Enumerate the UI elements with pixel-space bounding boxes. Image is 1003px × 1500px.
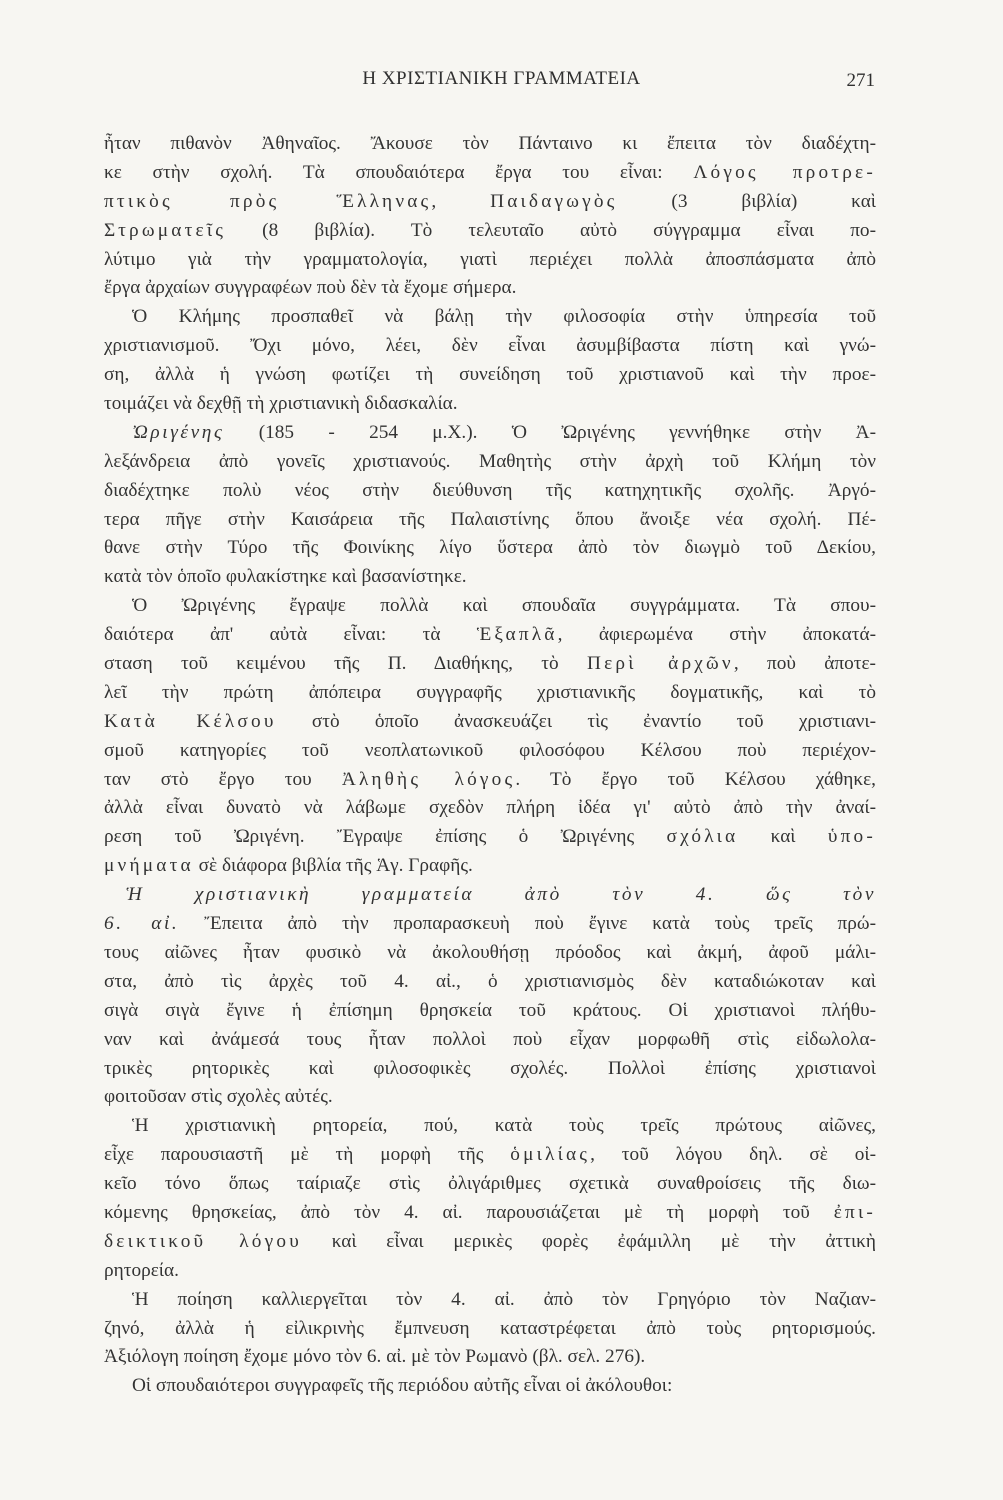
- text-run: χριστιανισμοῦ. Ὄχι μόνο, λέει, δὲν εἶναι ἀσυμβίβαστα πίστη καὶ γνώ-: [104, 335, 876, 357]
- text-line: [104, 477, 876, 506]
- text-run: εἶχε παρουσιαστῆ μὲ τὴ μορφὴ τῆς: [104, 1144, 511, 1166]
- text-run: καὶ: [738, 826, 828, 848]
- text-line: [104, 1055, 876, 1084]
- text-run: φοιτοῦσαν στὶς σχολὲς αὐτές.: [104, 1086, 333, 1108]
- text-run: ἦταν πιθανὸν Ἀθηναῖος. Ἄκουσε τὸν Πάνταινο κι ἔπειτα τὸν διαδέχτη-: [104, 133, 876, 154]
- text-run: λεξάνδρεια ἀπὸ γονεῖς χριστιανούς. Μαθητὴς στὴν ἀρχὴ τοῦ Κλήμη τὸν: [104, 450, 876, 472]
- text-run: τους αἰῶνες ἦταν φυσικὸ νὰ ἀκολουθήσῃ πρόοδος καὶ ἀκμή, ἀφοῦ μάλι-: [104, 941, 876, 963]
- text-run: κεῖο τόνο ὅπως ταίριαζε στὶς ὀλιγάριθμες σχετικὰ συναθροίσεις τῆς διω-: [104, 1173, 876, 1195]
- text-line: [104, 939, 876, 968]
- emphasized-term: Ἡ χριστιανικὴ γραμματεία ἀπὸ τὸν 4. ὥς τὸν: [126, 884, 876, 906]
- text-run: τοιμάζει νὰ δεχθῇ τὴ χριστιανικὴ διδασκαλία.: [104, 393, 458, 415]
- text-run: ρητορεία.: [104, 1259, 179, 1281]
- text-run: τερα πῆγε στὴν Καισάρεια τῆς Παλαιστίνης ὅπου ἄνοιξε νέα σχολή. Πέ-: [104, 508, 876, 530]
- text-run: Ἔπειτα ἀπὸ τὴν προπαρασκευὴ ποὺ ἔγινε κατὰ τοὺς τρεῖς πρώ-: [179, 913, 877, 935]
- text-line: [104, 1343, 876, 1372]
- text-line: [104, 303, 876, 332]
- text-run: ση, ἀλλὰ ἡ γνώση φωτίζει τὴ συνείδηση τοῦ χριστιανοῦ καὶ τὴν προε-: [104, 364, 876, 386]
- text-line: [104, 419, 876, 448]
- text-line: [104, 910, 876, 939]
- text-line: [104, 679, 876, 708]
- text-run: ναν καὶ ἀνάμεσά τους ἦταν πολλοὶ ποὺ εἶχαν μορφωθῆ στὶς εἰδωλολα-: [104, 1028, 876, 1050]
- text-line: [104, 997, 876, 1026]
- text-line: [104, 968, 876, 997]
- text-run: (8 βιβλία). Τὸ τελευταῖο αὐτὸ σύγγραμμα εἶναι πο-: [226, 219, 876, 241]
- text-run: ρεση τοῦ Ὠριγένη. Ἔγραψε ἐπίσης ὁ Ὠριγένης: [104, 826, 667, 848]
- text-line: [104, 708, 876, 737]
- text-run: Ὁ Ὠριγένης ἔγραψε πολλὰ καὶ σπουδαῖα συγγράμματα. Τὰ σπου-: [132, 595, 876, 617]
- text-run: στα, ἀπὸ τὶς ἀρχὲς τοῦ 4. αἰ., ὁ χριστιανισμὸς δὲν καταδιώκοταν καὶ: [104, 970, 876, 992]
- text-run: ἀλλὰ εἶναι δυνατὸ νὰ λάβωμε σχεδὸν πλήρη ἰδέα γι' αὐτὸ ἀπὸ τὴν ἀναί-: [104, 797, 876, 819]
- text-run: ,: [431, 190, 491, 212]
- text-line: [104, 650, 876, 679]
- text-run: ἔργα ἀρχαίων συγγραφέων ποὺ δὲν τὰ ἔχομε σήμερα.: [104, 277, 517, 299]
- text-run: Οἱ σπουδαιότεροι συγγραφεῖς τῆς περιόδου αὐτῆς εἶναι οἱ ἀκόλουθοι:: [132, 1375, 673, 1397]
- text-line: [104, 1199, 876, 1228]
- emphasized-term: πτικὸς πρὸς Ἕλληνας: [104, 190, 432, 212]
- text-line: [104, 563, 876, 592]
- text-run: Ἡ χριστιανικὴ ρητορεία, πού, κατὰ τοὺς τρεῖς πρώτους αἰῶνες,: [132, 1115, 876, 1137]
- text-line: [104, 881, 876, 910]
- running-title: Η ΧΡΙΣΤΙΑΝΙΚΗ ΓΡΑΜΜΑΤΕΙΑ: [362, 68, 641, 89]
- page-header: [0, 68, 1003, 98]
- text-line: [104, 274, 876, 303]
- text-line: [104, 823, 876, 852]
- text-line: [104, 1026, 876, 1055]
- emphasized-term: μνήματα: [104, 855, 194, 877]
- text-line: [104, 217, 876, 246]
- text-line: [104, 1257, 876, 1286]
- text-run: σταση τοῦ κειμένου τῆς Π. Διαθήκης, τὸ: [104, 653, 588, 675]
- text-run: ταν στὸ ἔργο του: [104, 768, 342, 790]
- text-line: [104, 1315, 876, 1344]
- emphasized-term: Ὠριγένης: [132, 421, 225, 443]
- text-run: διαδέχτηκε πολὺ νέος στὴν διεύθυνση τῆς κατηχητικῆς σχολῆς. Ἀργό-: [104, 479, 876, 501]
- text-line: [104, 621, 876, 650]
- emphasized-term: Κατὰ Κέλσου: [104, 710, 277, 732]
- page-number: 271: [846, 70, 875, 91]
- text-run: , τοῦ λόγου δηλ. σὲ οἰ-: [590, 1144, 876, 1166]
- text-run: . Τὸ ἔργο τοῦ Κέλσου χάθηκε,: [515, 768, 876, 790]
- text-line: [104, 130, 876, 159]
- text-run: τρικὲς ρητορικὲς καὶ φιλοσοφικὲς σχολές. Πολλοὶ ἐπίσης χριστιανοὶ: [104, 1057, 876, 1079]
- text-line: [104, 448, 876, 477]
- emphasized-term: Λόγος προτρε-: [693, 161, 876, 183]
- text-run: Ἡ ποίηση καλλιεργεῖται τὸν 4. αἰ. ἀπὸ τὸν Γρηγόριο τὸν Ναζιαν-: [132, 1288, 876, 1310]
- text-run: κε στὴν σχολή. Τὰ σπουδαιότερα ἔργα του εἶναι:: [104, 161, 694, 183]
- text-line: [104, 246, 876, 275]
- body-text: [104, 130, 876, 1401]
- text-line: [104, 390, 876, 419]
- emphasized-term: Παιδαγωγὸς: [490, 190, 618, 212]
- text-run: (185 - 254 μ.Χ.). Ὁ Ὠριγένης γεννήθηκε στὴν Ἀ-: [224, 421, 876, 443]
- text-line: [104, 1112, 876, 1141]
- text-line: [104, 188, 876, 217]
- text-run: ζηνό, ἀλλὰ ἡ εἰλικρινὴς ἔμπνευση καταστρέφεται ἀπὸ τοὺς ρητορισμούς.: [104, 1317, 876, 1339]
- text-run: (3 βιβλία) καὶ: [617, 190, 876, 212]
- text-line: [104, 332, 876, 361]
- emphasized-term: Ἀληθὴς λόγος: [341, 768, 516, 790]
- text-run: λεῖ τὴν πρώτη ἀπόπειρα συγγραφῆς χριστιανικῆς δογματικῆς, καὶ τὸ: [104, 681, 876, 703]
- text-run: στὸ ὁποῖο ἀνασκευάζει τὶς ἐναντίο τοῦ χριστιανι-: [276, 710, 876, 732]
- text-run: σμοῦ κατηγορίες τοῦ νεοπλατωνικοῦ φιλοσόφου Κέλσου ποὺ περιέχον-: [104, 739, 876, 761]
- text-line: [104, 852, 876, 881]
- text-run: καὶ εἶναι μερικὲς φορὲς ἐφάμιλλη μὲ τὴν ἀττικὴ: [301, 1230, 876, 1252]
- text-line: [104, 1141, 876, 1170]
- text-line: [104, 1372, 876, 1401]
- text-line: [104, 159, 876, 188]
- text-line: [104, 534, 876, 563]
- text-line: [104, 1083, 876, 1112]
- text-run: κόμενης θρησκείας, ἀπὸ τὸν 4. αἰ. παρουσιάζεται μὲ τὴ μορφὴ τοῦ: [104, 1201, 834, 1223]
- emphasized-term: ὑπο-: [827, 826, 876, 848]
- text-run: λύτιμο γιὰ τὴν γραμματολογία, γιατὶ περιέχει πολλὰ ἀποσπάσματα ἀπὸ: [104, 248, 876, 270]
- text-run: σὲ διάφορα βιβλία τῆς Ἁγ. Γραφῆς.: [193, 855, 473, 877]
- text-line: [104, 1228, 876, 1257]
- emphasized-term: σχόλια: [666, 826, 739, 848]
- text-line: [104, 794, 876, 823]
- emphasized-term: ἐπι-: [833, 1201, 876, 1223]
- text-line: [104, 361, 876, 390]
- text-line: [104, 506, 876, 535]
- emphasized-term: Στρωματεῖς: [104, 219, 227, 241]
- emphasized-term: 6. αἰ.: [104, 913, 180, 935]
- text-run: Ὁ Κλήμης προσπαθεῖ νὰ βάλῃ τὴν φιλοσοφία στὴν ὑπηρεσία τοῦ: [132, 306, 876, 328]
- emphasized-term: Ἑξαπλᾶ: [476, 624, 558, 646]
- emphasized-term: ὁμιλίας: [510, 1144, 591, 1166]
- text-run: σιγὰ σιγὰ ἔγινε ἡ ἐπίσημη θρησκεία τοῦ κράτους. Οἱ χριστιανοὶ πλήθυ-: [104, 999, 876, 1021]
- text-line: [104, 1170, 876, 1199]
- text-line: [104, 1286, 876, 1315]
- text-run: δαιότερα ἀπ' αὐτὰ εἶναι: τὰ: [104, 624, 477, 646]
- text-line: [104, 592, 876, 621]
- text-line: [104, 766, 876, 795]
- text-run: θανε στὴν Τύρο τῆς Φοινίκης λίγο ὕστερα ἀπὸ τὸν διωγμὸ τοῦ Δεκίου,: [104, 537, 876, 559]
- text-run: Ἀξιόλογη ποίηση ἔχομε μόνο τὸν 6. αἰ. μὲ τὸν Ρωμανὸ (βλ. σελ. 276).: [104, 1346, 646, 1368]
- text-run: , ἀφιερωμένα στὴν ἀποκατά-: [557, 624, 876, 646]
- emphasized-term: δεικτικοῦ λόγου: [104, 1230, 302, 1252]
- text-run: κατὰ τὸν ὁποῖο φυλακίστηκε καὶ βασανίστηκε.: [104, 566, 467, 588]
- text-run: , ποὺ ἀποτε-: [733, 653, 876, 675]
- emphasized-term: Περὶ ἀρχῶν: [587, 653, 734, 675]
- text-line: [104, 737, 876, 766]
